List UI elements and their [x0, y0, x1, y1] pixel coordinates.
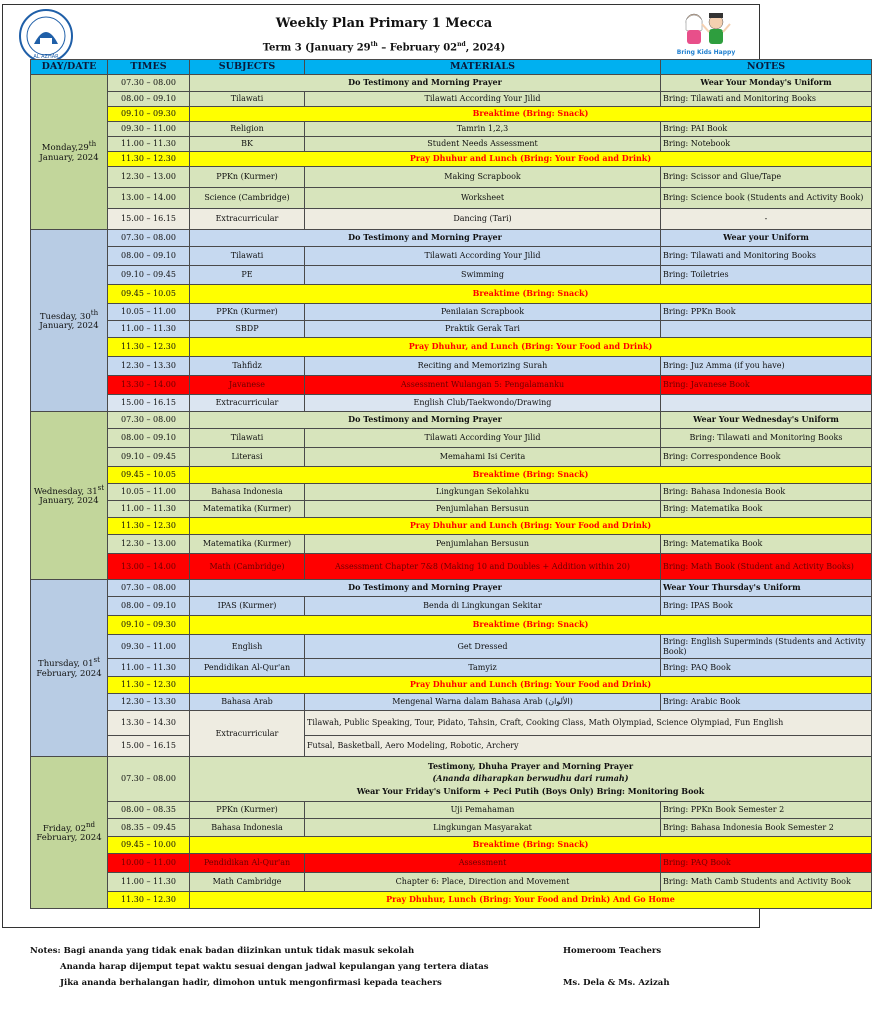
- material-cell: Worksheet: [305, 188, 661, 209]
- time-cell: 11.30 – 12.30: [108, 518, 190, 535]
- friday-block: [31, 757, 872, 909]
- time-cell: 07.30 – 08.00: [108, 580, 190, 597]
- subject-cell: PPKn (Kurmer): [190, 304, 305, 321]
- time-cell: 08.00 – 09.10: [108, 247, 190, 266]
- subject-cell: Literasi: [190, 448, 305, 467]
- subject-cell: Tahfidz: [190, 357, 305, 376]
- logo-text: AL AZHAR: [33, 54, 59, 60]
- subject-cell: Math (Cambridge): [190, 554, 305, 580]
- table-row: [31, 357, 872, 376]
- time-cell: 15.00 – 16.15: [108, 209, 190, 230]
- material-cell: Assessment: [305, 854, 661, 873]
- table-row: [31, 597, 872, 616]
- monday-block: [31, 75, 872, 230]
- table-row: [31, 395, 872, 412]
- note-cell: Wear your Uniform: [661, 230, 872, 247]
- material-cell: Uji Pemahaman: [305, 802, 661, 819]
- table-row: [31, 711, 872, 736]
- subject-cell: Pendidikan Al-Qur'an: [190, 659, 305, 677]
- note-cell: Bring: Science book (Students and Activity Book): [661, 188, 872, 209]
- note-cell: Bring: IPAS Book: [661, 597, 872, 616]
- table-row: [31, 137, 872, 152]
- note-cell: Bring: Tilawati and Monitoring Books: [661, 92, 872, 107]
- table-row: [31, 677, 872, 694]
- material-cell: Benda di Lingkungan Sekitar: [305, 597, 661, 616]
- material-cell: Penjumlahan Bersusun: [305, 535, 661, 554]
- material-cell: Lingkungan Sekolahku: [305, 484, 661, 501]
- table-row: [31, 616, 872, 635]
- col-header-materials: MATERIALS: [305, 60, 661, 75]
- note-cell: -: [661, 209, 872, 230]
- material-cell: Assessment Chapter 7&8 (Making 10 and Doubles + Addition within 20): [305, 554, 661, 580]
- subject-cell: PPKn (Kurmer): [190, 167, 305, 188]
- subject-cell: English: [190, 635, 305, 659]
- time-cell: 11.30 – 12.30: [108, 338, 190, 357]
- time-cell: 09.45 – 10.00: [108, 837, 190, 854]
- time-cell: 11.30 – 12.30: [108, 152, 190, 167]
- table-row: [31, 152, 872, 167]
- subject-cell: Javanese: [190, 376, 305, 395]
- kids-caption: Bring Kids Happy: [676, 49, 736, 56]
- table-row: [31, 338, 872, 357]
- material-cell: Reciting and Memorizing Surah: [305, 357, 661, 376]
- subject-cell: Tilawati: [190, 92, 305, 107]
- time-cell: 13.00 – 14.00: [108, 188, 190, 209]
- table-row: [31, 107, 872, 122]
- material-cell: Tamyiz: [305, 659, 661, 677]
- table-row: [31, 854, 872, 873]
- table-row: [31, 230, 872, 247]
- note-cell: Wear Your Monday's Uniform: [661, 75, 872, 92]
- note-cell: [661, 395, 872, 412]
- note-cell: Bring: PPKn Book: [661, 304, 872, 321]
- subject-cell: Tilawati: [190, 247, 305, 266]
- table-row: [31, 467, 872, 484]
- note-cell: Bring: Matematika Book: [661, 501, 872, 518]
- table-row: [31, 285, 872, 304]
- subject-cell: Bahasa Indonesia: [190, 484, 305, 501]
- note-cell: Bring: Correspondence Book: [661, 448, 872, 467]
- table-row: [31, 448, 872, 467]
- activity-cell: Do Testimony and Morning Prayer: [190, 230, 661, 247]
- material-cell: Penjumlahan Bersusun: [305, 501, 661, 518]
- time-cell: 15.00 – 16.15: [108, 395, 190, 412]
- time-cell: 07.30 – 08.00: [108, 412, 190, 429]
- note-cell: Wear Your Wednesday's Uniform: [661, 412, 872, 429]
- break-cell: Breaktime (Bring: Snack): [190, 107, 872, 122]
- tuesday-block: [31, 230, 872, 412]
- subject-cell: PE: [190, 266, 305, 285]
- table-row: [31, 167, 872, 188]
- material-cell: Praktik Gerak Tari: [305, 321, 661, 338]
- subject-cell: Bahasa Indonesia: [190, 819, 305, 837]
- day-cell-wednesday: Wednesday, 31st January, 2024: [31, 412, 108, 580]
- note-line-1: Notes: Bagi ananda yang tidak enak badan diizinkan untuk tidak masuk sekolah: [30, 946, 415, 956]
- col-header-day: DAY/DATE: [31, 60, 108, 75]
- col-header-notes: NOTES: [661, 60, 872, 75]
- subject-cell: SBDP: [190, 321, 305, 338]
- table-row: [31, 518, 872, 535]
- note-cell: Bring: Scissor and Glue/Tape: [661, 167, 872, 188]
- lunch-cell: Pray Dhuhur, and Lunch (Bring: Your Food and Drink): [190, 338, 872, 357]
- lunch-cell: Pray Dhuhur, Lunch (Bring: Your Food and Drink) And Go Home: [190, 892, 872, 909]
- day-cell-friday: Friday, 02nd February, 2024: [31, 757, 108, 909]
- time-cell: 12.30 – 13.00: [108, 167, 190, 188]
- note-cell: Bring: Tilawati and Monitoring Books: [661, 429, 872, 448]
- table-row: [31, 75, 872, 92]
- thursday-block: [31, 580, 872, 757]
- time-cell: 09.10 – 09.30: [108, 107, 190, 122]
- subject-cell: BK: [190, 137, 305, 152]
- time-cell: 11.30 – 12.30: [108, 892, 190, 909]
- note-line-3: Jika ananda berhalangan hadir, dimohon untuk mengonfirmasi kepada teachers: [60, 978, 442, 988]
- day-cell-tuesday: Tuesday, 30th January, 2024: [31, 230, 108, 412]
- lunch-cell: Pray Dhuhur and Lunch (Bring: Your Food and Drink): [190, 518, 872, 535]
- material-cell: Student Needs Assessment: [305, 137, 661, 152]
- table-row: [31, 188, 872, 209]
- break-cell: Breaktime (Bring: Snack): [190, 285, 872, 304]
- table-row: [31, 873, 872, 892]
- subject-cell: Matematika (Kurmer): [190, 501, 305, 518]
- table-row: [31, 501, 872, 518]
- material-cell: English Club/Taekwondo/Drawing: [305, 395, 661, 412]
- material-cell: Penilaian Scrapbook: [305, 304, 661, 321]
- time-cell: 09.45 – 10.05: [108, 467, 190, 484]
- homeroom-label: Homeroom Teachers: [563, 946, 662, 956]
- time-cell: 09.45 – 10.05: [108, 285, 190, 304]
- note-cell: Bring: Notebook: [661, 137, 872, 152]
- time-cell: 08.00 – 09.10: [108, 429, 190, 448]
- note-cell: [661, 321, 872, 338]
- table-row: [31, 554, 872, 580]
- time-cell: 10.05 – 11.00: [108, 304, 190, 321]
- friday-wudhu-note: (Ananda diharapkan berwudhu dari rumah): [432, 773, 629, 784]
- table-row: [31, 757, 872, 802]
- material-cell: Tilawah, Public Speaking, Tour, Pidato, Tahsin, Craft, Cooking Class, Math Olympiad, Science Olympiad, Fun English: [305, 711, 872, 736]
- day-cell-monday: Monday,29th January, 2024: [31, 75, 108, 230]
- time-cell: 11.00 – 11.30: [108, 501, 190, 518]
- table-row: [31, 802, 872, 819]
- note-cell: Bring: PAI Book: [661, 122, 872, 137]
- homeroom-names: Ms. Dela & Ms. Azizah: [563, 978, 670, 988]
- friday-uniform-note: Wear Your Friday's Uniform + Peci Putih (Boys Only) Bring: Monitoring Book: [356, 785, 705, 796]
- table-row: [31, 819, 872, 837]
- time-cell: 13.30 – 14.00: [108, 376, 190, 395]
- note-line-2: Ananda harap dijemput tepat waktu sesuai dengan jadwal kepulangan yang tertera diatas: [60, 962, 489, 972]
- table-row: [31, 304, 872, 321]
- note-cell: Bring: Toiletries: [661, 266, 872, 285]
- col-header-subjects: SUBJECTS: [190, 60, 305, 75]
- material-cell: Memahami Isi Cerita: [305, 448, 661, 467]
- subject-cell: Extracurricular: [190, 711, 305, 757]
- time-cell: 07.30 – 08.00: [108, 757, 190, 802]
- time-cell: 09.10 – 09.45: [108, 266, 190, 285]
- activity-cell: Do Testimony and Morning Prayer: [190, 580, 661, 597]
- subject-cell: IPAS (Kurmer): [190, 597, 305, 616]
- table-row: [31, 247, 872, 266]
- break-cell: Breaktime (Bring: Snack): [190, 837, 872, 854]
- time-cell: 08.00 – 08.35: [108, 802, 190, 819]
- time-cell: 09.10 – 09.30: [108, 616, 190, 635]
- table-row: [31, 736, 872, 757]
- friday-opening-line: Testimony, Dhuha Prayer and Morning Prayer: [427, 761, 634, 772]
- time-cell: 10.00 – 11.00: [108, 854, 190, 873]
- note-cell: Bring: Bahasa Indonesia Book: [661, 484, 872, 501]
- lunch-cell: Pray Dhuhur and Lunch (Bring: Your Food and Drink): [190, 677, 872, 694]
- col-header-times: TIMES: [108, 60, 190, 75]
- table-row: [31, 412, 872, 429]
- time-cell: 11.00 – 11.30: [108, 137, 190, 152]
- subject-cell: Extracurricular: [190, 395, 305, 412]
- note-cell: Bring: Tilawati and Monitoring Books: [661, 247, 872, 266]
- time-cell: 11.00 – 11.30: [108, 659, 190, 677]
- table-row: [31, 209, 872, 230]
- material-cell: Get Dressed: [305, 635, 661, 659]
- subject-cell: Religion: [190, 122, 305, 137]
- time-cell: 08.35 – 09.45: [108, 819, 190, 837]
- note-cell: Bring: English Superminds (Students and Activity Book): [661, 635, 872, 659]
- material-cell: Lingkungan Masyarakat: [305, 819, 661, 837]
- table-row: [31, 92, 872, 107]
- subject-cell: PPKn (Kurmer): [190, 802, 305, 819]
- time-cell: 13.30 – 14.30: [108, 711, 190, 736]
- table-row: [31, 535, 872, 554]
- subject-cell: Science (Cambridge): [190, 188, 305, 209]
- time-cell: 08.00 – 09.10: [108, 597, 190, 616]
- time-cell: 15.00 – 16.15: [108, 736, 190, 757]
- day-cell-thursday: Thursday, 01st February, 2024: [31, 580, 108, 757]
- page-title: Weekly Plan Primary 1 Mecca: [275, 16, 493, 31]
- table-row: [31, 635, 872, 659]
- material-cell: Swimming: [305, 266, 661, 285]
- time-cell: 07.30 – 08.00: [108, 230, 190, 247]
- table-row: [31, 266, 872, 285]
- table-row: [31, 659, 872, 677]
- table-header-row: [31, 60, 872, 75]
- material-cell: Tamrin 1,2,3: [305, 122, 661, 137]
- time-cell: 11.00 – 11.30: [108, 873, 190, 892]
- table-row: [31, 837, 872, 854]
- note-cell: Bring: Bahasa Indonesia Book Semester 2: [661, 819, 872, 837]
- break-cell: Breaktime (Bring: Snack): [190, 467, 872, 484]
- time-cell: 10.05 – 11.00: [108, 484, 190, 501]
- time-cell: 13.00 – 14.00: [108, 554, 190, 580]
- table-row: [31, 429, 872, 448]
- subject-cell: Matematika (Kurmer): [190, 535, 305, 554]
- note-cell: Bring: Math Book (Student and Activity Books): [661, 554, 872, 580]
- table-row: [31, 694, 872, 711]
- table-row: [31, 892, 872, 909]
- subject-cell: Math Cambridge: [190, 873, 305, 892]
- time-cell: 09.30 – 11.00: [108, 635, 190, 659]
- note-cell: Bring: Arabic Book: [661, 694, 872, 711]
- time-cell: 11.30 – 12.30: [108, 677, 190, 694]
- table-row: [31, 484, 872, 501]
- time-cell: 12.30 – 13.30: [108, 694, 190, 711]
- table-row: [31, 321, 872, 338]
- material-cell: Mengenal Warna dalam Bahasa Arab (الألوان): [305, 694, 661, 711]
- note-cell: Bring: PAQ Book: [661, 854, 872, 873]
- time-cell: 09.30 – 11.00: [108, 122, 190, 137]
- note-cell: Bring: PAQ Book: [661, 659, 872, 677]
- material-cell: Making Scrapbook: [305, 167, 661, 188]
- material-cell: Tilawati According Your Jilid: [305, 247, 661, 266]
- time-cell: 09.10 – 09.45: [108, 448, 190, 467]
- subject-cell: Pendidikan Al-Qur'an: [190, 854, 305, 873]
- time-cell: 12.30 – 13.30: [108, 357, 190, 376]
- note-cell: Bring: Math Camb Students and Activity Book: [661, 873, 872, 892]
- lunch-cell: Pray Dhuhur and Lunch (Bring: Your Food and Drink): [190, 152, 872, 167]
- note-cell: Bring: Javanese Book: [661, 376, 872, 395]
- note-cell: Bring: Matematika Book: [661, 535, 872, 554]
- material-cell: Tilawati According Your Jilid: [305, 92, 661, 107]
- table-row: [31, 122, 872, 137]
- friday-opening-cell: [190, 757, 872, 802]
- wednesday-block: [31, 412, 872, 580]
- break-cell: Breaktime (Bring: Snack): [190, 616, 872, 635]
- note-cell: Wear Your Thursday's Uniform: [661, 580, 872, 597]
- activity-cell: Do Testimony and Morning Prayer: [190, 75, 661, 92]
- subject-cell: Extracurricular: [190, 209, 305, 230]
- subject-cell: Bahasa Arab: [190, 694, 305, 711]
- time-cell: 11.00 – 11.30: [108, 321, 190, 338]
- table-row: [31, 376, 872, 395]
- time-cell: 08.00 – 09.10: [108, 92, 190, 107]
- material-cell: Dancing (Tari): [305, 209, 661, 230]
- material-cell: Futsal, Basketball, Aero Modeling, Robotic, Archery: [305, 736, 872, 757]
- weekly-plan-table: [30, 59, 872, 909]
- time-cell: 12.30 – 13.00: [108, 535, 190, 554]
- table-row: [31, 580, 872, 597]
- term-subtitle: Term 3 (January 29th – February 02nd, 2024): [262, 41, 506, 54]
- note-cell: Bring: PPKn Book Semester 2: [661, 802, 872, 819]
- material-cell: Chapter 6: Place, Direction and Movement: [305, 873, 661, 892]
- material-cell: Tilawati According Your Jilid: [305, 429, 661, 448]
- material-cell: Assessment Wulangan 5: Pengalamanku: [305, 376, 661, 395]
- note-cell: Bring: Juz Amma (if you have): [661, 357, 872, 376]
- time-cell: 07.30 – 08.00: [108, 75, 190, 92]
- activity-cell: Do Testimony and Morning Prayer: [190, 412, 661, 429]
- subject-cell: Tilawati: [190, 429, 305, 448]
